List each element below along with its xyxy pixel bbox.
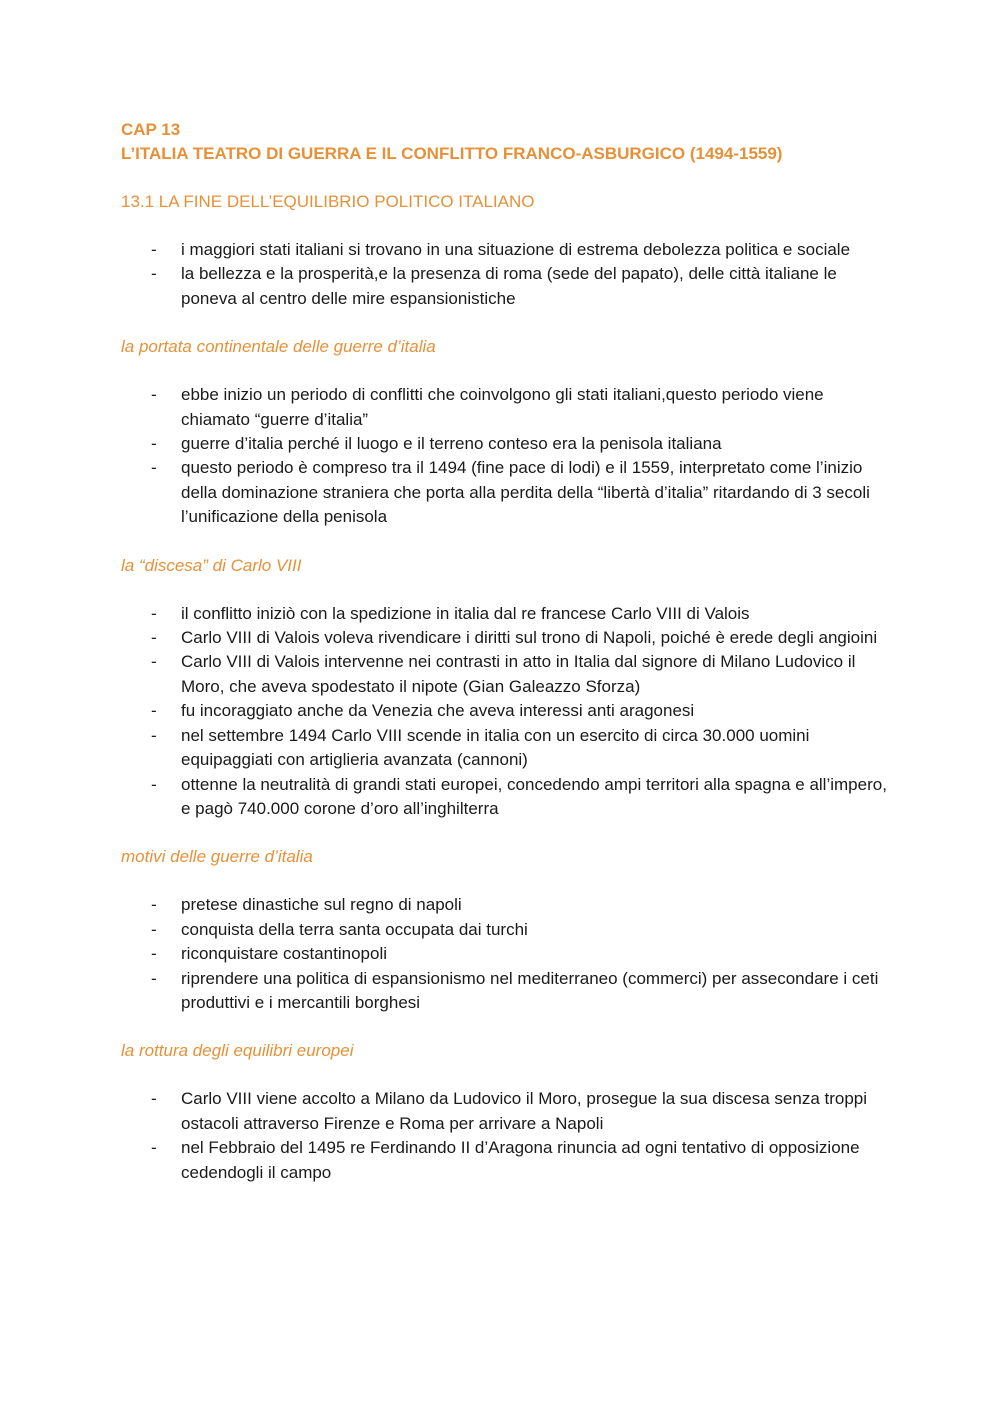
list-item: - i maggiori stati italiani si trovano in una situazione di estrema debolezza politica e sociale bbox=[151, 240, 851, 259]
subsection-title-motivi: motivi delle guerre d’italia bbox=[121, 847, 313, 867]
subsection-title-rottura: la rottura degli equilibri europei bbox=[121, 1041, 354, 1061]
subsection-title-portata: la portata continentale delle guerre d’italia bbox=[121, 337, 436, 357]
section-title: 13.1 LA FINE DELL’EQUILIBRIO POLITICO ITALIANO bbox=[121, 192, 535, 211]
subsection-list-discesa bbox=[121, 602, 891, 822]
subsection-title-discesa: la “discesa” di Carlo VIII bbox=[121, 555, 302, 575]
subsection-list-motivi bbox=[121, 893, 891, 1015]
subsection-list-portata bbox=[121, 383, 891, 529]
list-item: - nel settembre 1494 Carlo VIII scende in italia con un esercito di circa 30.000 uomini equipaggiati con artiglieria avanzata (cannoni) bbox=[151, 725, 810, 770]
list-item: - la bellezza e la prosperità,e la presenza di roma (sede del papato), delle città italiane le poneva al centro delle mire espansionistiche bbox=[151, 264, 837, 308]
list-item: - riprendere una politica di espansionismo nel mediterraneo (commerci) per assecondare i ceti produttivi e i mercantili borghesi bbox=[151, 968, 879, 1012]
section-list bbox=[121, 238, 891, 311]
list-item: - Carlo VIII di Valois intervenne nei contrasti in atto in Italia dal signore di Milano Ludovico il Moro, che aveva spodestato il nipote (Gian Galeazzo Sforza) bbox=[151, 652, 856, 696]
list-item: - guerre d’italia perché il luogo e il terreno conteso era la penisola italiana bbox=[151, 434, 722, 454]
list-item: - Carlo VIII viene accolto a Milano da Ludovico il Moro, prosegue la sua discesa senza troppi ostacoli attraverso Firenze e Roma per arrivare a Napoli bbox=[151, 1089, 868, 1133]
document-page bbox=[121, 118, 891, 1185]
list-item: - Carlo VIII di Valois voleva rivendicare i diritti sul trono di Napoli, poiché è erede degli angioini bbox=[151, 628, 878, 648]
list-item: - conquista della terra santa occupata dai turchi bbox=[151, 919, 528, 939]
list-item: - questo periodo è compreso tra il 1494 (fine pace di lodi) e il 1559, interpretato come l’inizio della dominazione straniera che porta alla perdita della “libertà d’italia” ritardando di 3 secoli l’unificazione della penisola bbox=[151, 458, 870, 527]
chapter-number: CAP 13 bbox=[121, 120, 181, 139]
list-item: - fu incoraggiato anche da Venezia che aveva interessi anti aragonesi bbox=[151, 701, 695, 721]
list-item: - ottenne la neutralità di grandi stati europei, concedendo ampi territori alla spagna e all’impero, e pagò 740.000 corone d’oro all’inghilterra bbox=[151, 774, 887, 818]
list-item: - ebbe inizio un periodo di conflitti che coinvolgono gli stati italiani,questo periodo viene chiamato “guerre d’italia” bbox=[151, 385, 824, 429]
subsection-list-rottura bbox=[121, 1087, 891, 1185]
list-item: - riconquistare costantinopoli bbox=[151, 944, 388, 964]
chapter-title: L’ITALIA TEATRO DI GUERRA E IL CONFLITTO FRANCO-ASBURGICO (1494-1559) bbox=[121, 144, 783, 163]
list-item: - il conflitto iniziò con la spedizione in italia dal re francese Carlo VIII di Valois bbox=[151, 603, 750, 623]
list-item: - pretese dinastiche sul regno di napoli bbox=[151, 895, 462, 915]
list-item: - nel Febbraio del 1495 re Ferdinando II d’Aragona rinuncia ad ogni tentativo di opposizione cedendogli il campo bbox=[151, 1138, 860, 1182]
